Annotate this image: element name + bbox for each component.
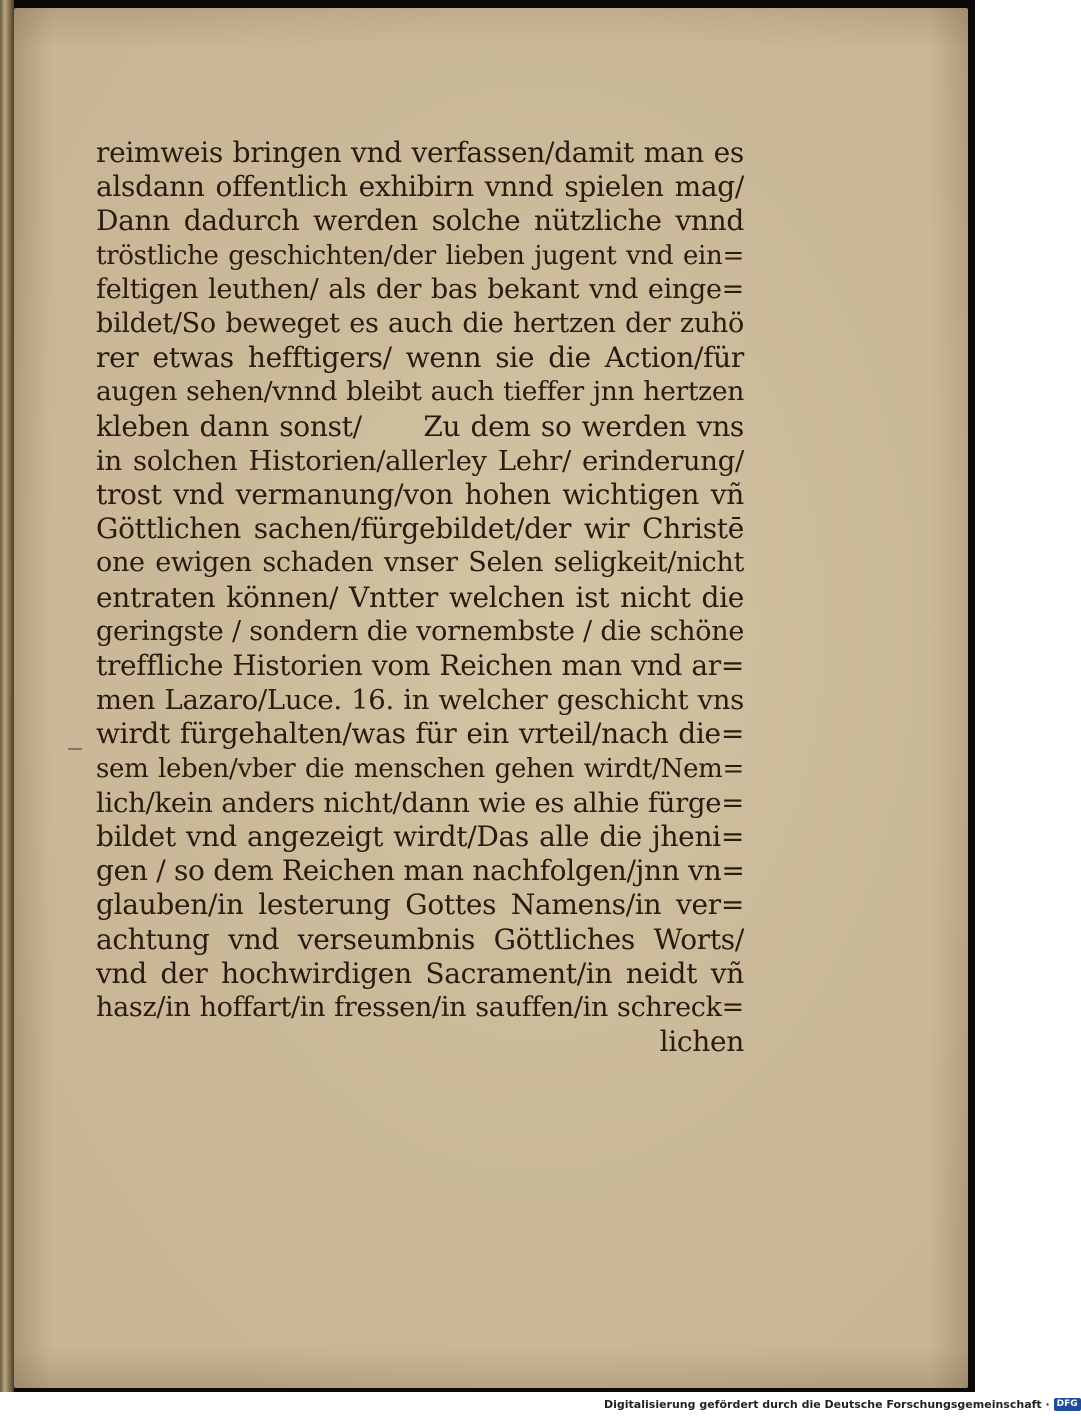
text-line: feltigen leuthen/ als der bas bekant vnd einge= [96, 273, 744, 305]
text-line: achtung vnd verseumbnis Göttliches Worts/ [96, 922, 744, 956]
page-text [96, 136, 744, 1059]
text-line: lich/kein anders nicht/dann wie es alhie fürge= [96, 786, 744, 819]
text-line: bildet/So beweget es auch die hertzen der zuhö [96, 308, 744, 340]
text-line: men Lazaro/Luce. 16. in welcher geschicht vns [96, 684, 744, 717]
text-line: in solchen Historien/allerley Lehr/ erinderung/ [96, 444, 744, 477]
credit-text: Digitalisierung gefördert durch die Deutsche Forschungsgemeinschaft · [604, 1397, 1050, 1411]
text-line: alsdann offentlich exhibirn vnnd spielen mag/ [96, 170, 744, 204]
text-line: hasz/in hoffart/in fressen/in sauffen/in schreck= [96, 992, 744, 1024]
text-line: trost vnd vermanung/von hohen wichtigen vñ [96, 478, 744, 512]
text-line: treffliche Historien vom Reichen man vnd ar= [96, 649, 744, 683]
text-line: gen / so dem Reichen man nachfolgen/jnn vn= [96, 854, 745, 888]
text-line: tröstliche geschichten/der lieben jugent vnd ein= [96, 240, 744, 271]
text-line: wirdt fürgehalten/was für ein vrteil/nach die= [96, 717, 744, 751]
dfg-logo: DFG [1054, 1398, 1081, 1411]
text-line: reimweis bringen vnd verfassen/damit man es [96, 136, 744, 169]
text-line: Göttlichen sachen/fürgebildet/der wir Christē [96, 512, 744, 546]
text-line: bildet vnd angezeigt wirdt/Das alle die jheni= [96, 820, 744, 854]
text-line: geringste / sondern die vornembste / die schöne [96, 615, 744, 647]
text-line: rer etwas hefftigers/ wenn sie die Action/für [96, 341, 744, 375]
text-line: augen sehen/vnnd bleibt auch tieffer jnn hertzen [96, 376, 744, 408]
catchword: lichen [659, 1025, 744, 1059]
text-line: one ewigen schaden vnser Selen seligkeit/nicht [96, 547, 744, 579]
text-line: Dann dadurch werden solche nützliche vnnd [96, 204, 744, 238]
text-line: glauben/in lesterung Gottes Namens/in ver= [96, 888, 744, 922]
margin-mark [68, 748, 82, 750]
book-spine [0, 0, 14, 1392]
text-line: entraten können/ Vntter welchen ist nicht die [96, 580, 744, 614]
text-line: kleben dann sonst/ Zu dem so werden vns [96, 409, 744, 443]
digitization-credit [604, 1396, 1081, 1412]
text-line: sem leben/vber die menschen gehen wirdt/Nem= [96, 753, 744, 784]
text-line: vnd der hochwirdigen Sacrament/in neidt vñ [96, 956, 744, 990]
